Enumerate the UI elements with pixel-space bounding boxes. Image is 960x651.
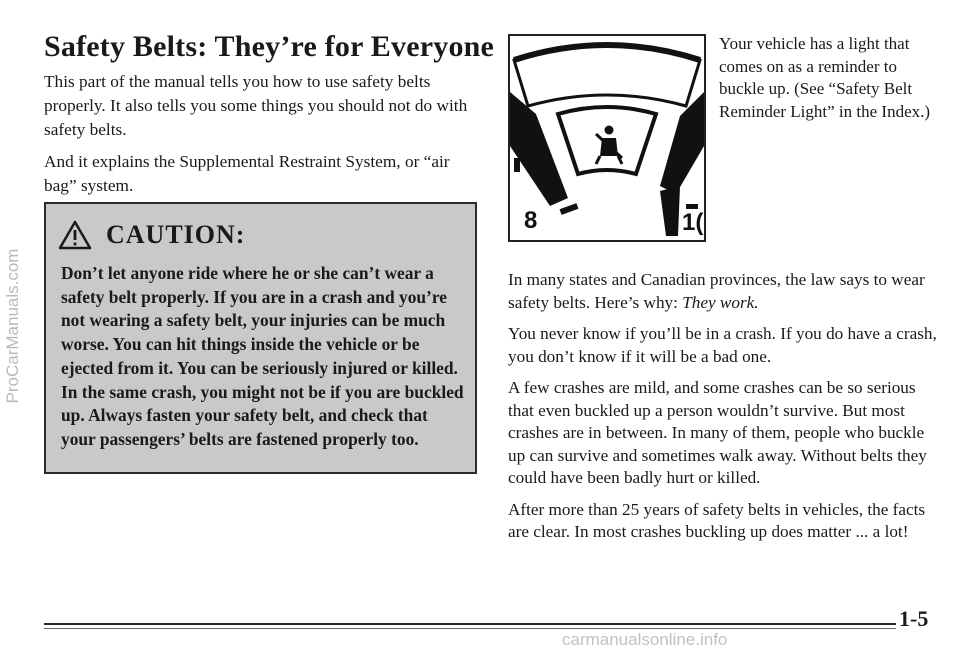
body-paragraph-1 bbox=[508, 269, 938, 314]
gauge-label-left: 8 bbox=[524, 207, 538, 234]
caution-title: CAUTION: bbox=[106, 220, 246, 249]
footer-watermark: carmanualsonline.info bbox=[562, 630, 728, 649]
seatbelt-reminder-figure bbox=[508, 34, 706, 242]
body-paragraph-2: You never know if you’ll be in a crash. If you do have a crash, you don’t know if it will be a bad one. bbox=[508, 324, 937, 366]
section-title: Safety Belts: They’re for Everyone bbox=[44, 30, 495, 63]
figure-caption: Your vehicle has a light that comes on as a reminder to buckle up. (See “Safety Belt Reminder Light” in the Index.) bbox=[719, 34, 931, 121]
side-watermark-text: ProCarManuals.com bbox=[3, 248, 22, 403]
footer-rule bbox=[44, 623, 924, 625]
intro-text bbox=[44, 70, 484, 206]
body-paragraph-1-lead: In many states and Canadian provinces, the law says to wear safety belts. Here’s why: bbox=[508, 270, 925, 312]
gauge-cluster-illustration bbox=[510, 36, 704, 240]
side-watermark bbox=[2, 0, 24, 651]
caution-text: Don’t let anyone ride where he or she can’t wear a safety belt properly. If you are in a crash and you’re not wearing a safety belt, your injuries can be much worse. You can hit things inside the vehicle or be ejected from it. You can be seriously injured or killed. In the same crash, you might not be if you are buckled up. Always fasten your safety belt, and check that your passengers’ belts are fastened properly too. bbox=[61, 263, 464, 449]
caution-box bbox=[44, 202, 477, 474]
body-paragraph-1-emphasis: They work. bbox=[682, 292, 759, 312]
caution-header bbox=[58, 220, 245, 250]
body-paragraph-3: A few crashes are mild, and some crashes can be so serious that even buckled up a person wouldn’t survive. But most crashes are in between. In many of them, people who buckle up can survive and sometimes walk away. Without belts they could have been badly hurt or killed. bbox=[508, 378, 927, 487]
footer-rule-thin bbox=[44, 628, 924, 629]
intro-paragraph-2: And it explains the Supplemental Restraint System, or “air bag” system. bbox=[44, 152, 450, 195]
gauge-label-right: 1( bbox=[682, 209, 704, 236]
page-number: 1-5 bbox=[896, 606, 931, 632]
body-paragraph-4: After more than 25 years of safety belts in vehicles, the facts are clear. In most crashes buckling up does matter ... a lot! bbox=[508, 499, 926, 541]
intro-paragraph-1: This part of the manual tells you how to use safety belts properly. It also tells you some things you should not do with safety belts. bbox=[44, 72, 468, 139]
body-text bbox=[508, 269, 938, 553]
warning-triangle-icon bbox=[58, 220, 92, 250]
